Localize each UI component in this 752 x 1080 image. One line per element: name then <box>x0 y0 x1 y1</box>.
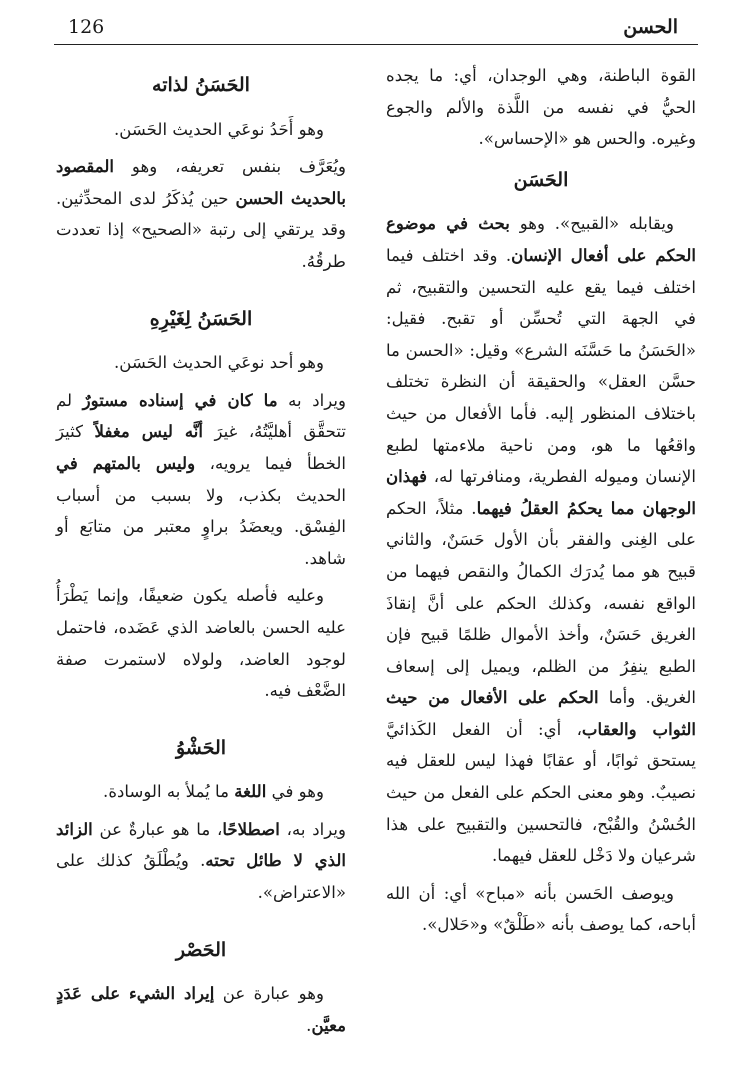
entry-heading-hasr: الحَصْر <box>175 938 227 961</box>
paragraph: ويقابله «القبيح». وهو بحث في موضوع الحكم على أفعال الإنسان. وقد اختلف فيما اختلف فيما يقع عليه التحسين والتقبيح، ثم في الجهة التي تُحسِّن أو تقبح. فقيل: «الحَسَنُ ما حَسَّنَه الشرع» وقيل: «الحسن ما حسَّن العقل» والحقيقة أن النظرة تختلف باختلاف المنظور إليه. فأما الأفعال من حيث واقعُها ما هو، ومن ناحية ملاءمتها لطبع الإنسان وميوله الفطرية، ومنافرتها له، فهذان الوجهان مما يحكمُ العقلُ فيهما. مثلاً، الحكم على الغِنى والفقر بأن الأول حَسَنٌ، والثاني قبيح هو مما يُدرَك الكمالُ والنقص فيهما من الواقع نفسه، وكذلك الحكم على أنَّ إنقاذَ الغريق حَسَنٌ، وأخذ الأموال ظلمًا قبيح فإن الطبع ينفِرُ من الظلم، ويميل إلى إسعاف الغريق. وأما الحكم على الأفعال من حيث الثواب والعقاب، أي: أن الفعل الكَذائيَّ يستحق ثوابًا، أو عقابًا فهذا ليس للعقل فيه نصيبٌ. وهو معنى الحكم على الفعل من حيث الحُسْنُ والقُبْح، فالتحسين والتقبيح على هذا شرعيان ولا دَخْل للعقل فيهما. <box>386 213 696 866</box>
paragraph: ويوصف الحَسن بأنه «مباح» أي: أن الله أباحه، كما يوصف بأنه «طَلْقٌ» و«حَلال». <box>386 883 696 935</box>
paragraph: وهو في اللغة ما يُملأ به الوسادة. <box>103 781 324 802</box>
paragraph: القوة الباطنة، وهي الوجدان، أي: ما يجده الحيُّ في نفسه من اللَّذة والألم والجوع وغيره. والحس هو «الإحساس». <box>386 66 696 149</box>
page-header <box>54 10 698 45</box>
entry-heading-lidhatihi: الحَسَنُ لذاته <box>152 74 250 96</box>
paragraph: ويراد به، اصطلاحًا، ما هو عبارةٌ عن الزائد الذي لا طائل تحته. ويُطْلَقُ كذلك على «الاعتراض». <box>56 818 346 903</box>
entry-heading-lighayrihi: الحَسَنُ لِغَيْرِهِ <box>149 307 253 330</box>
left-column <box>56 60 346 1047</box>
entry-heading-hasan: الحَسَن <box>513 168 569 191</box>
page-number: 126 <box>68 16 105 38</box>
right-column <box>386 60 696 947</box>
paragraph: وهو أَحَدُ نوعَي الحديث الحَسَن. <box>113 119 324 139</box>
paragraph: وعليه فأصله يكون ضعيفًا، وإنما يَطْرَأُ عليه الحسن بالعاضد الذي عَضَده، فاحتمل لوجود العاضد، ولولاه لاستمرت صفة الضَّعْف فيه. <box>56 586 346 701</box>
running-head: الحسن <box>623 16 678 38</box>
paragraph: ويُعَرَّف بنفس تعريفه، وهو المقصود بالحديث الحسن حين يُذكَرُ لدى المحدِّثين. وقد يرتقي إلى رتبة «الصحيح» إذا تعددت طرقُهُ. <box>56 156 346 271</box>
paragraph: وهو أحد نوعَي الحديث الحَسَن. <box>113 353 324 373</box>
entry-heading-hashw: الحَشْوُ <box>175 736 227 759</box>
paragraph: ويراد به ما كان في إسناده مستورٌ لم تتحقَّق أهليَّتُهُ، غيرَ أنَّه ليس مغفلاً كثيرَ الخطأ فيما يرويه، وليس بالمتهم في الحديث بكذب، ولا بسبب من أسباب الفِسْق. ويعضَدُ براوٍ معتبر من متابَع أو شاهد. <box>56 389 346 568</box>
paragraph: وهو عبارة عن إيراد الشيء على عَدَدٍ معيَّن. <box>56 983 346 1035</box>
